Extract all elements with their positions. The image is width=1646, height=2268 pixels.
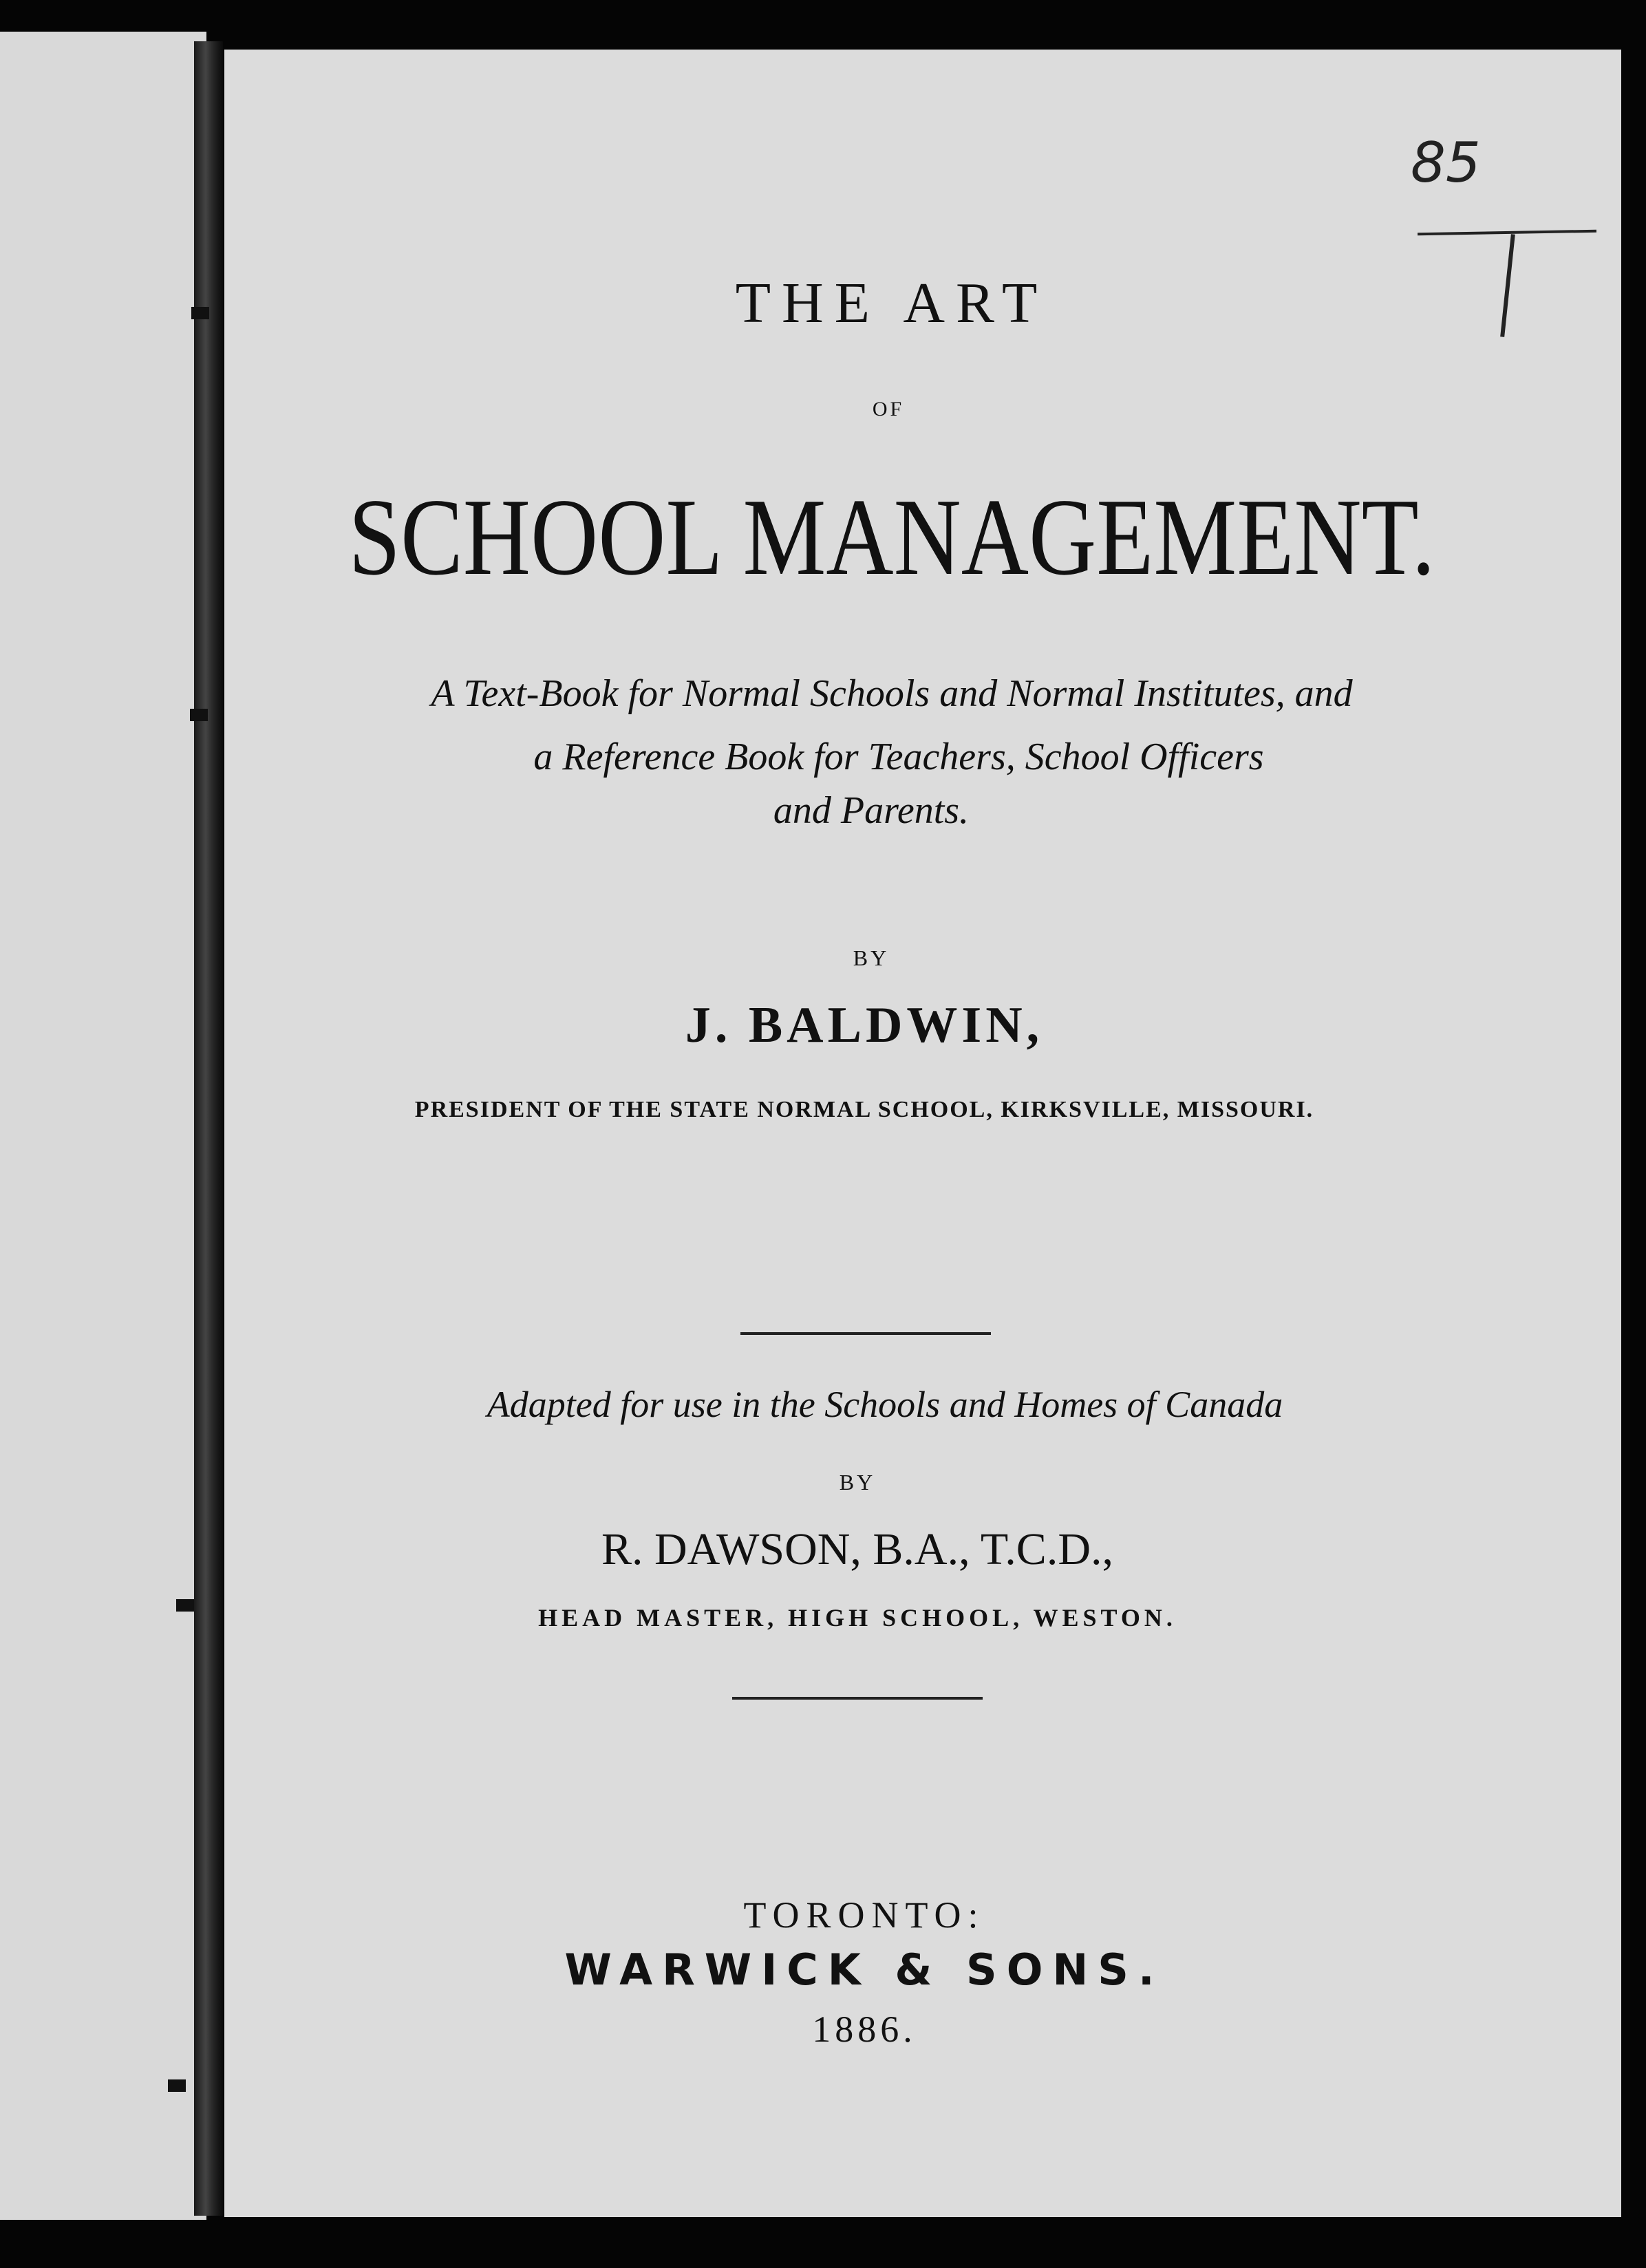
divider-rule <box>740 1332 991 1335</box>
adapter-title: HEAD MASTER, HIGH SCHOOL, WESTON. <box>538 1604 1177 1632</box>
publication-year: 1886. <box>812 2009 917 2050</box>
subtitle-line-3: and Parents. <box>773 789 970 832</box>
divider-rule <box>732 1697 983 1700</box>
subtitle-line-2: a Reference Book for Teachers, School Officers <box>533 736 1264 778</box>
handwritten-number: 85 <box>1411 131 1481 195</box>
author-name: J. BALDWIN, <box>685 997 1044 1053</box>
by-label-2: BY <box>839 1470 876 1495</box>
binding-stitch <box>168 2079 186 2092</box>
by-label: BY <box>853 945 890 970</box>
main-title: SCHOOL MANAGEMENT. <box>348 475 1435 598</box>
adapted-line: Adapted for use in the Schools and Homes of Canada <box>487 1384 1283 1425</box>
author-title: PRESIDENT OF THE STATE NORMAL SCHOOL, KIRKSVILLE, MISSOURI. <box>414 1097 1314 1122</box>
title-of: OF <box>872 398 905 420</box>
title-line-1: THE ART <box>735 271 1049 335</box>
title-page <box>224 50 1621 2217</box>
facing-page-edge <box>0 32 206 2220</box>
adapter-name: R. DAWSON, B.A., T.C.D., <box>601 1524 1113 1574</box>
publisher-name: WARWICK & SONS. <box>564 1945 1164 1995</box>
publication-place: TORONTO: <box>743 1894 985 1936</box>
subtitle-line-1: A Text-Book for Normal Schools and Normal Institutes, and <box>431 672 1353 715</box>
book-spine <box>194 41 223 2216</box>
